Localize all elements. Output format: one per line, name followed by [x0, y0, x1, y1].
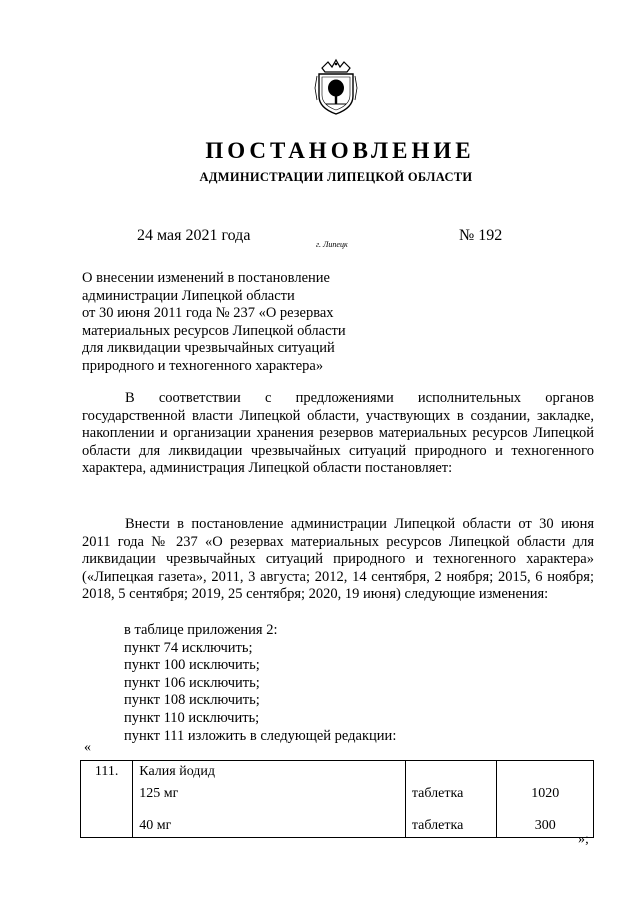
qty-1: 1020	[531, 786, 560, 801]
unit-cell	[405, 761, 497, 838]
caption-line: администрации Липецкой области	[82, 287, 295, 304]
document-subtitle: АДМИНИСТРАЦИИ ЛИПЕЦКОЙ ОБЛАСТИ	[199, 170, 473, 184]
coat-of-arms-emblem	[314, 58, 358, 116]
document-title: ПОСТАНОВЛЕНИЕ	[205, 138, 475, 163]
list-item: пункт 106 исключить;	[124, 674, 260, 691]
document-city: г. Липецк	[316, 240, 348, 249]
item-name-cell	[133, 761, 406, 838]
dose-1: 125 мг	[139, 786, 179, 801]
opening-quote: «	[84, 740, 91, 755]
document-caption	[82, 270, 382, 376]
items-table	[80, 760, 594, 838]
amendment-list	[124, 622, 396, 745]
list-item: пункт 111 изложить в следующей редакции:	[124, 727, 397, 744]
unit-2: таблетка	[411, 818, 464, 833]
amendment-paragraph: Внести в постановление администрации Липецкой области от 30 июня 2011 года № 237 «О резервах материальных ресурсов Липецкой области для ликвидации чрезвычайных ситуаций природного и техногенного характера» («Липецкая газета», 2011, 3 августа; 2012, 14 сентября, 2 ноября; 2015, 6 ноября; 2018, 5 сентября; 2019, 25 сентября; 2020, 19 июня) следующие изменения:	[82, 516, 594, 603]
closing-quote: »;	[578, 832, 589, 847]
document-number: № 192	[459, 227, 503, 244]
quantity-cell	[497, 761, 594, 838]
list-item: пункт 74 исключить;	[124, 639, 253, 656]
caption-line: от 30 июня 2011 года № 237 «О резервах	[82, 305, 334, 322]
qty-2: 300	[534, 818, 556, 833]
list-item: пункт 110 исключить;	[124, 709, 260, 726]
preamble-paragraph: В соответствии с предложениями исполнительных органов государственной власти Липецкой области, участвующих в создании, закладке, накоплении и организации хранения резервов материальных ресурсов Липецкой области для ликвидации чрезвычайных ситуаций природного и техногенного характера, администрация Липецкой области постановляет:	[82, 390, 594, 477]
list-item: в таблице приложения 2:	[124, 622, 278, 638]
caption-line: материальных ресурсов Липецкой области	[82, 322, 346, 339]
item-number-cell: 111.	[81, 761, 133, 838]
dose-2: 40 мг	[139, 818, 172, 833]
table-row	[81, 761, 594, 838]
caption-line: природного и техногенного характера»	[82, 357, 324, 374]
list-item: пункт 108 исключить;	[124, 692, 260, 709]
item-name: Калия йодид	[139, 764, 216, 779]
list-item: пункт 100 исключить;	[124, 657, 260, 674]
caption-line: для ликвидации чрезвычайных ситуаций	[82, 340, 335, 357]
document-date: 24 мая 2021 года	[137, 227, 251, 244]
caption-line: О внесении изменений в постановление	[82, 270, 330, 286]
unit-1: таблетка	[411, 786, 464, 801]
